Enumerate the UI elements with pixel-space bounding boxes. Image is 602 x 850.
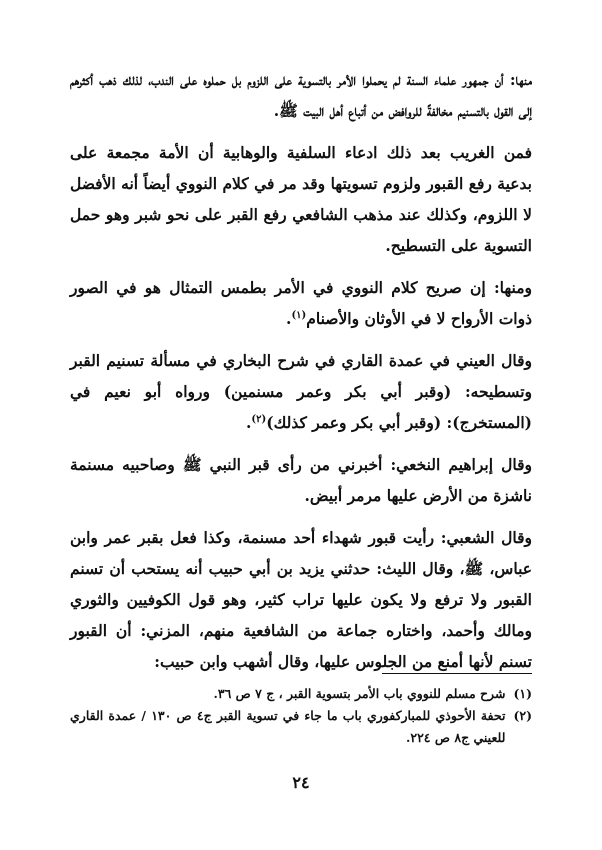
paragraph-tail: . [246,413,252,432]
paragraph-text: أن جمهور علماء السنة لم يحملوا الأمر بالتسوية على اللزوم بل حملوه على الندب، لذلك ذهب أكثرهم إلى القول بالتسنيم مخالفةً للروافض من أتباع أهل البيت ﷺ. [70,70,532,120]
paragraph-3 [70,272,532,334]
paragraph-text: وقال الشعبي: رأيت قبور شهداء أحد مسنمة، وكذا فعل بقبر عمر وابن عباس، ﷺ، وقال الليث: حدثني يزيد بن أبي حبيب أنه يستحب أن تسنم القبور ولا ترفع ولا يكون عليها تراب كثير، وهو قول الكوفيين والثوري ومالك وأحمد، واختاره جماعة من الشافعية منهم، المزني: أن القبور تسنم لأنها أمنع من الجلوس عليها، وقال أشهب وابن حبيب: [70,528,532,671]
paragraph-lead: منها: [509,70,532,89]
paragraph-text: إن صريح كلام النووي في الأمر بطمس التمثال هو في الصور ذوات الأرواح لا في الأوثان والأصنام [70,278,532,328]
footnote-2 [70,705,532,749]
paragraph-lead: ومنها: [493,278,532,297]
paragraph-tail: . [286,309,292,328]
footnote-1 [70,683,532,705]
paragraph-6 [70,522,532,677]
paragraph-text: وقال إبراهيم النخعي: أخبرني من رأى قبر النبي ﷺ وصاحبيه مسنمة ناشزة من الأرض عليها مرمر أبيض. [70,455,532,505]
paragraph-5 [70,449,532,511]
footnote-number: (١) [513,686,532,701]
footnote-number: (٢) [513,708,532,723]
footnote-text: تحفة الأحوذي للمباركفوري باب ما جاء في تسوية القبر ج٤ ص ١٣٠ / عمدة القاري للعيني ج٨ ص ٢٢٤. [70,708,506,745]
page-number: ٢٤ [292,773,310,792]
paragraph-text: وقال العيني في عمدة القاري في شرح البخاري في مسألة تسنيم القبر وتسطيحه: (وقبر أبي بكر وعمر مسنمين) ورواه أبو نعيم في (المستخرج): (وقبر أبي بكر وعمر كذلك) [70,351,532,432]
footnotes [70,683,532,749]
footnote-text: شرح مسلم للنووي باب الأمر بتسوية القبر ، ج ٧ ص ٣٦. [213,686,506,701]
footnote-ref-2[interactable]: (٢) [251,413,267,425]
paragraph-1 [70,64,532,126]
footnote-divider [382,673,532,674]
paragraph-2 [70,137,532,261]
footnote-ref-1[interactable]: (١) [291,309,307,321]
paragraph-4 [70,345,532,438]
paragraph-text: فمن الغريب بعد ذلك ادعاء السلفية والوهابية أن الأمة مجمعة على بدعية رفع القبور ولزوم تسويتها وقد مر في كلام النووي أيضاً أنه الأفضل لا اللزوم، وكذلك عند مذهب الشافعي رفع القبر على نحو شبر وهو حمل التسوية على التسطيح. [70,143,532,255]
